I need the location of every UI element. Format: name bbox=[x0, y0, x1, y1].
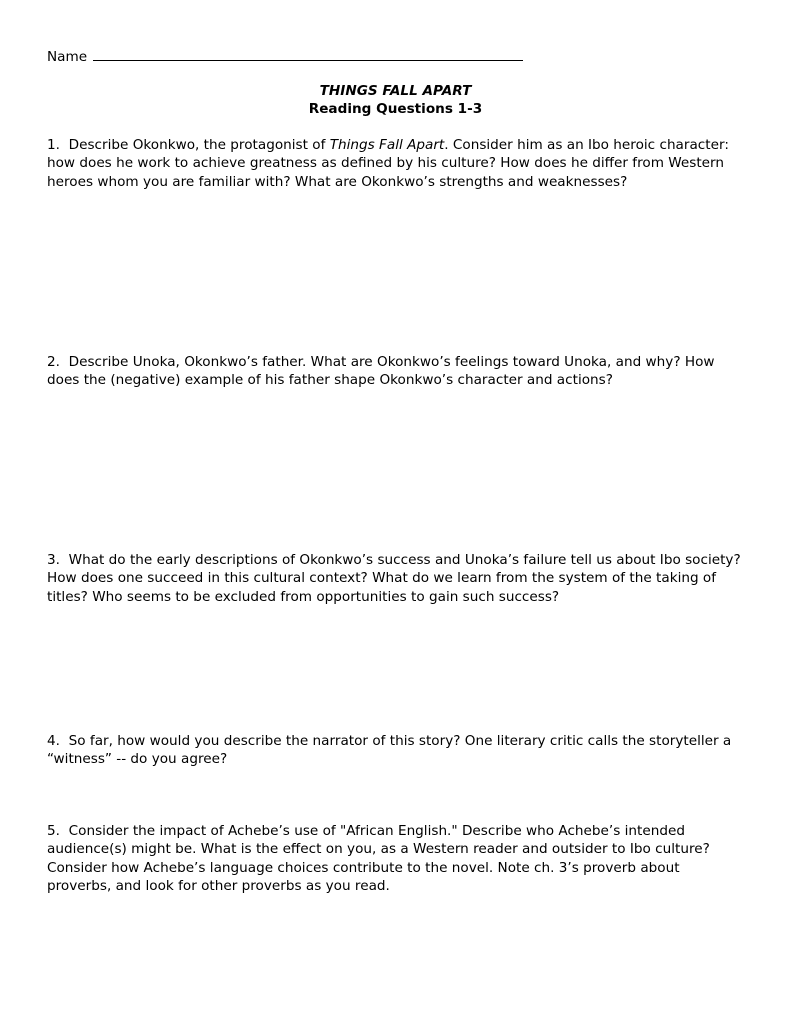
question-text: Consider the impact of Achebe’s use of "African English." Describe who Achebe’s intended audience(s) might be. What is the effect on you, as a Western reader and outsider to Ibo culture? Consider how Achebe’s language choices contribute to the novel. Note ch. 3’s proverb about proverbs, and look for other proverbs as you read. bbox=[47, 823, 710, 895]
question-text: . Consider him as an Ibo heroic character: how does he work to achieve greatness as defined by his culture? How does he differ from Western heroes whom you are familiar with? What are Okonkwo’s strengths and weaknesses? bbox=[47, 137, 729, 190]
question-number: 5. bbox=[47, 823, 60, 839]
name-row bbox=[47, 46, 523, 66]
question-number: 4. bbox=[47, 733, 60, 749]
name-label: Name bbox=[47, 49, 88, 65]
question-text: Describe Okonkwo, the protagonist of bbox=[68, 137, 330, 153]
question-2 bbox=[47, 353, 747, 390]
question-number: 1. bbox=[47, 137, 60, 153]
question-4 bbox=[47, 732, 747, 769]
question-text: Describe Unoka, Okonkwo’s father. What are Okonkwo’s feelings toward Unoka, and why? How does the (negative) example of his father shape Okonkwo’s character and actions? bbox=[47, 354, 715, 389]
question-number: 2. bbox=[47, 354, 60, 370]
question-1 bbox=[47, 136, 747, 191]
question-text: What do the early descriptions of Okonkwo’s success and Unoka’s failure tell us about Ibo society? How does one succeed in this cultural context? What do we learn from the system of the taking of titles? Who seems to be excluded from opportunities to gain such success? bbox=[47, 552, 741, 605]
question-3 bbox=[47, 551, 747, 606]
document-title: THINGS FALL APART bbox=[319, 83, 472, 99]
question-5 bbox=[47, 822, 747, 896]
question-number: 3. bbox=[47, 552, 60, 568]
name-field-line[interactable] bbox=[93, 46, 523, 61]
question-text: So far, how would you describe the narrator of this story? One literary critic calls the storyteller a “witness” -- do you agree? bbox=[47, 733, 732, 768]
document-subtitle: Reading Questions 1-3 bbox=[308, 101, 483, 117]
book-title-italic: Things Fall Apart bbox=[329, 137, 445, 153]
